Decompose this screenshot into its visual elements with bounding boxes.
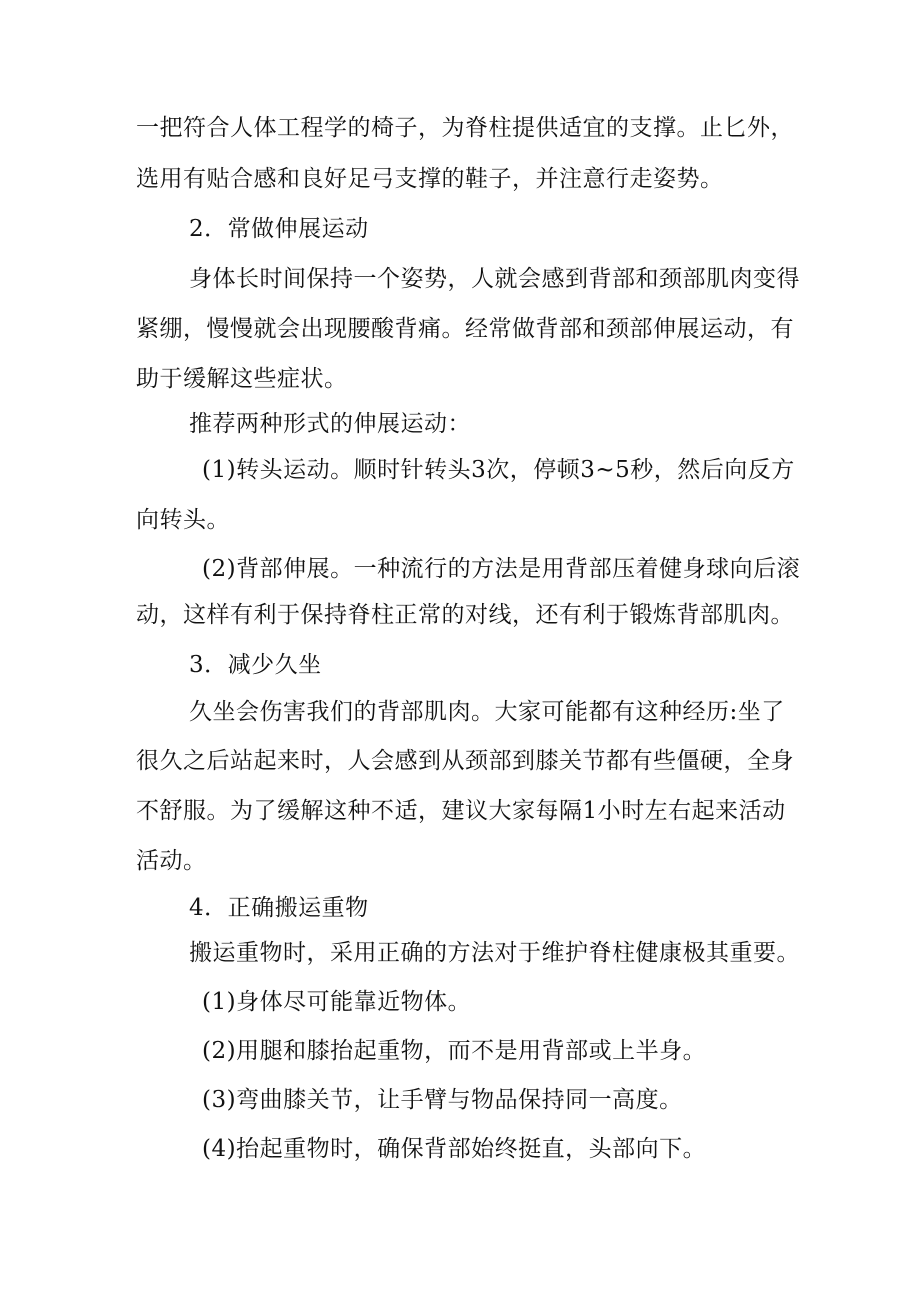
text-line: 助于缓解这些症状。 bbox=[136, 366, 348, 392]
list-item: (3)弯曲膝关节，让手臂与物品保持同一高度。 bbox=[202, 1087, 683, 1113]
section-heading: 3．减少久坐 bbox=[189, 652, 322, 678]
text-line: 一把符合人体工程学的椅子，为脊柱提供适宜的支撑。止匕外， bbox=[136, 115, 794, 141]
text-line: 搬运重物时，采用正确的方法对于维护脊柱健康极其重要。 bbox=[189, 940, 800, 966]
text-line: 不舒服。为了缓解这种不适，建议大家每隔1小时左右起来活动 bbox=[136, 798, 786, 824]
text-line: 选用有贴合感和良好足弓支撑的鞋子，并注意行走姿势。 bbox=[136, 166, 724, 192]
list-item: (2)用腿和膝抬起重物，而不是用背部或上半身。 bbox=[202, 1038, 707, 1064]
text-line: 紧绷，慢慢就会出现腰酸背痛。经常做背部和颈部伸展运动，有 bbox=[136, 316, 794, 342]
text-line: 活动。 bbox=[136, 848, 207, 874]
text-line: 动，这样有利于保持脊柱正常的对线，还有利于锻炼背部肌肉。 bbox=[136, 602, 794, 628]
list-item: (4)抬起重物时，确保背部始终挺直，头部向下。 bbox=[202, 1136, 707, 1162]
section-heading: 2．常做伸展运动 bbox=[189, 216, 369, 242]
text-line: 身体长时间保持一个姿势，人就会感到背部和颈部肌肉变得 bbox=[189, 266, 800, 292]
section-heading: 4．正确搬运重物 bbox=[189, 895, 369, 921]
text-line: 向转头。 bbox=[136, 507, 230, 533]
list-item: (1)身体尽可能靠近物体。 bbox=[202, 989, 472, 1015]
list-item: (1)转头运动。顺时针转头3次，停顿3~5秒，然后向反方 bbox=[202, 457, 795, 483]
text-line: 久坐会伤害我们的背部肌肉。大家可能都有这种经历:坐了 bbox=[189, 699, 785, 725]
text-line: 推荐两种形式的伸展运动： bbox=[189, 411, 471, 437]
text-line: 很久之后站起来时，人会感到从颈部到膝关节都有些僵硬，全身 bbox=[136, 748, 794, 774]
list-item: (2)背部伸展。一种流行的方法是用背部压着健身球向后滚 bbox=[202, 556, 801, 582]
